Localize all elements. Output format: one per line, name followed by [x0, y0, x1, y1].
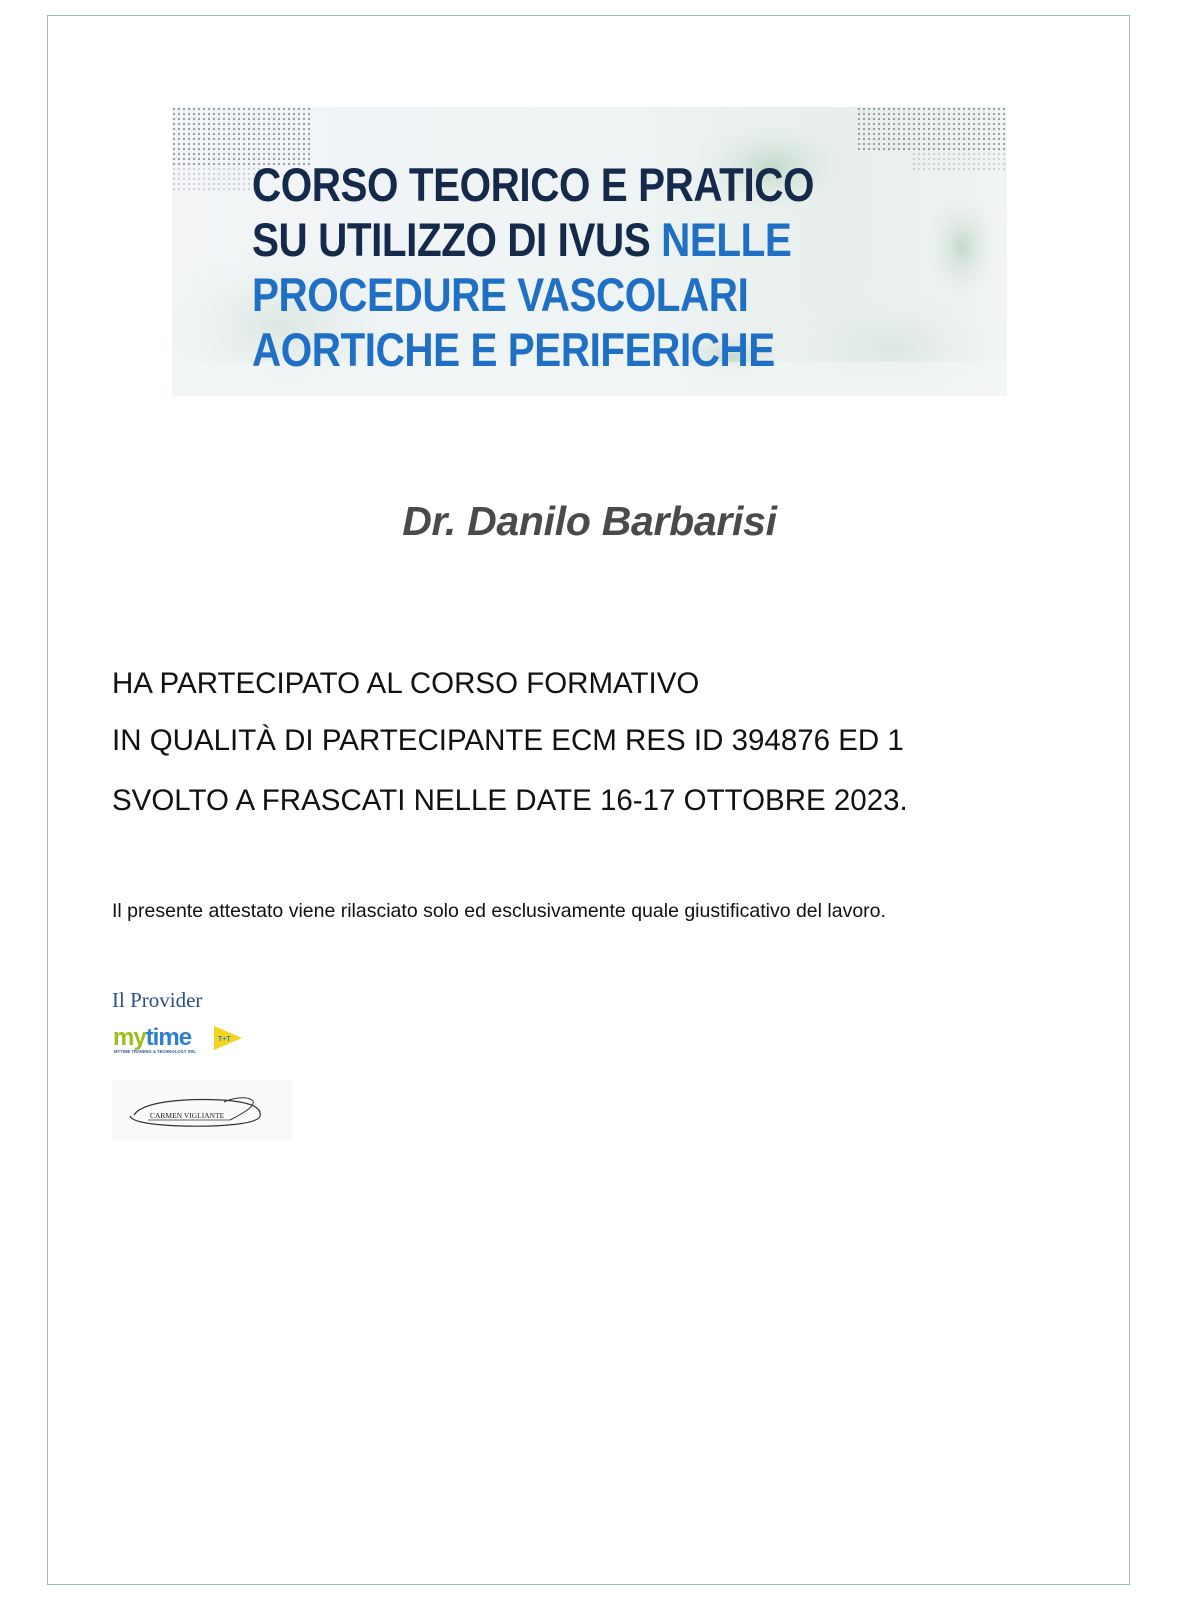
statement-line-participation: HA PARTECIPATO AL CORSO FORMATIVO	[112, 667, 700, 700]
logo-tagline: MYTIME TRAINING & TECHNOLOGY SRL	[114, 1049, 197, 1054]
banner-title-line: SU UTILIZZO DI IVUS NELLE	[252, 213, 792, 266]
banner-title-line: PROCEDURE VASCOLARI	[252, 268, 749, 321]
banner-title-line: AORTICHE E PERIFERICHE	[252, 323, 775, 376]
logo-badge-text: T+T	[218, 1036, 231, 1043]
banner-title	[252, 157, 814, 377]
signature-name: CARMEN VIGLIANTE	[150, 1111, 225, 1120]
course-banner	[172, 107, 1007, 396]
recipient-name: Dr. Danilo Barbarisi	[402, 498, 777, 544]
disclaimer-text: Il presente attestato viene rilasciato solo ed esclusivamente quale giustificativo del lavoro.	[112, 900, 886, 922]
provider-label: Il Provider	[112, 988, 203, 1012]
mytime-logo	[112, 1022, 247, 1056]
svg-text:mytime: mytime	[113, 1024, 192, 1051]
banner-title-line: CORSO TEORICO E PRATICO	[252, 158, 815, 211]
provider-signature	[112, 1080, 292, 1140]
statement-line-role: IN QUALITÀ DI PARTECIPANTE ECM RES ID 394876 ED 1	[112, 724, 904, 757]
statement-line-location-date: SVOLTO A FRASCATI NELLE DATE 16-17 OTTOBRE 2023.	[112, 784, 908, 817]
